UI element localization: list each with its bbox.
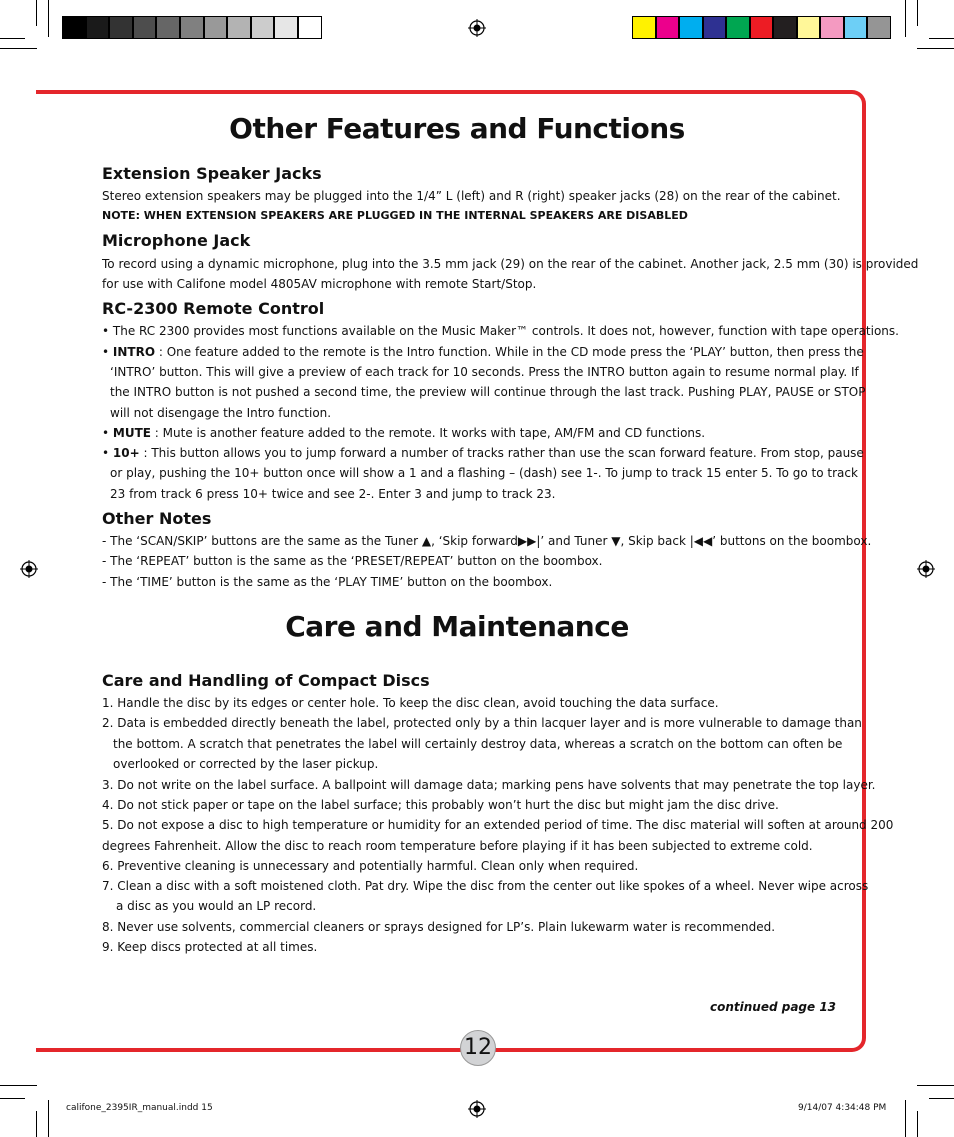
color-swatch	[773, 16, 797, 39]
bullet: •	[102, 446, 113, 460]
heading-remote-control: RC-2300 Remote Control	[102, 299, 325, 318]
remote-intro-line-4: will not disengage the Intro function.	[110, 406, 332, 420]
remote-text-1: • The RC 2300 provides most functions available on the Music Maker™ controls. It does not, however, function with tape operations.	[102, 324, 899, 338]
notes-text-3: - The ‘TIME’ button is the same as the ‘PLAY TIME’ button on the boombox.	[102, 575, 553, 589]
color-swatch	[86, 16, 110, 39]
remote-intro-line-3: the INTRO button is not pushed a second time, the preview will continue through the last track. Pushing PLAY, PAUSE or STOP	[110, 385, 866, 399]
color-swatch	[251, 16, 275, 39]
heading-extension-speaker: Extension Speaker Jacks	[102, 164, 322, 183]
care-line: 1. Handle the disc by its edges or center hole. To keep the disc clean, avoid touching the data surface.	[102, 696, 719, 710]
care-line: 4. Do not stick paper or tape on the label surface; this probably won’t hurt the disc but might jam the disc drive.	[102, 798, 779, 812]
bullet: •	[102, 345, 113, 359]
remote-ten-line	[102, 443, 864, 463]
remote-ten-line-2: or play, pushing the 10+ button once will show a 1 and a flashing – (dash) see 1-. To jump to track 15 enter 5. To go to track	[110, 466, 858, 480]
color-swatch	[797, 16, 821, 39]
section-title-care: Care and Maintenance	[285, 610, 629, 643]
extension-note: NOTE: WHEN EXTENSION SPEAKERS ARE PLUGGED IN THE INTERNAL SPEAKERS ARE DISABLED	[102, 209, 688, 222]
care-line: a disc as you would an LP record.	[116, 899, 317, 913]
page-frame-top	[36, 90, 848, 94]
registration-mark-icon	[468, 1100, 486, 1118]
intro-text: : One feature added to the remote is the Intro function. While in the CD mode press the ‘PLAY’ button, then press the	[155, 345, 864, 359]
extension-text: Stereo extension speakers may be plugged into the 1/4” L (left) and R (right) speaker jacks (28) on the rear of the cabinet.	[102, 189, 841, 203]
color-swatch	[156, 16, 180, 39]
color-swatch	[133, 16, 157, 39]
care-line: 9. Keep discs protected at all times.	[102, 940, 318, 954]
page-frame-bottom	[36, 1048, 848, 1052]
care-line: degrees Fahrenheit. Allow the disc to reach room temperature before playing if it has been subjected to extreme cold.	[102, 839, 813, 853]
color-swatch	[109, 16, 133, 39]
section-title-features: Other Features and Functions	[229, 112, 685, 145]
notes-text-2: - The ‘REPEAT’ button is the same as the ‘PRESET/REPEAT’ button on the boombox.	[102, 554, 603, 568]
continued-note: continued page 13	[710, 1000, 837, 1014]
color-swatch	[820, 16, 844, 39]
care-line: 7. Clean a disc with a soft moistened cloth. Pat dry. Wipe the disc from the center out like spokes of a wheel. Never wipe across	[102, 879, 869, 893]
care-line: 3. Do not write on the label surface. A ballpoint will damage data; marking pens have solvents that may penetrate the top layer.	[102, 778, 876, 792]
care-line: 8. Never use solvents, commercial cleaners or sprays designed for LP’s. Plain lukewarm water is recommended.	[102, 920, 776, 934]
care-line: 2. Data is embedded directly beneath the label, protected only by a thin lacquer layer and is more vulnerable to damage than	[102, 716, 862, 730]
color-swatch	[298, 16, 322, 39]
notes-text-1: - The ‘SCAN/SKIP’ buttons are the same as the Tuner ▲, ‘Skip forward▶▶|’ and Tuner ▼, Skip back |◀◀’ buttons on the boombox.	[102, 534, 872, 548]
color-swatch	[750, 16, 774, 39]
color-swatch	[274, 16, 298, 39]
slug-filename: califone_2395IR_manual.indd 15	[66, 1103, 213, 1113]
page-number: 12	[460, 1030, 496, 1066]
care-line: overlooked or corrected by the laser pickup.	[113, 757, 379, 771]
ten-plus-text: : This button allows you to jump forward a number of tracks rather than use the scan forward feature. From stop, pause	[139, 446, 864, 460]
microphone-text-2: for use with Califone model 4805AV microphone with remote Start/Stop.	[102, 277, 537, 291]
remote-ten-line-3: 23 from track 6 press 10+ twice and see 2-. Enter 3 and jump to track 23.	[110, 487, 556, 501]
remote-intro-line	[102, 342, 864, 362]
registration-mark-icon	[917, 560, 935, 578]
page-frame-right	[846, 90, 866, 1052]
color-swatch	[62, 16, 86, 39]
remote-mute-line	[102, 423, 705, 443]
color-swatch	[679, 16, 703, 39]
mute-label: MUTE	[112, 426, 151, 440]
heading-other-notes: Other Notes	[102, 509, 212, 528]
ten-plus-label: 10+	[112, 446, 140, 460]
mute-text: : Mute is another feature added to the remote. It works with tape, AM/FM and CD functions.	[150, 426, 706, 440]
slug-timestamp: 9/14/07 4:34:48 PM	[798, 1103, 887, 1113]
heading-microphone: Microphone Jack	[102, 231, 251, 250]
care-line: 5. Do not expose a disc to high temperature or humidity for an extended period of time. The disc material will soften at around 200	[102, 818, 894, 832]
color-swatch	[632, 16, 656, 39]
registration-mark-icon	[20, 560, 38, 578]
remote-intro-line-2: ‘INTRO’ button. This will give a preview of each track for 10 seconds. Press the INTRO button again to resume normal play. If	[110, 365, 859, 379]
color-swatch	[867, 16, 891, 39]
color-swatch	[844, 16, 868, 39]
heading-compact-discs: Care and Handling of Compact Discs	[102, 671, 430, 690]
color-swatch	[180, 16, 204, 39]
color-swatch	[726, 16, 750, 39]
care-line: the bottom. A scratch that penetrates the label will certainly destroy data, whereas a scratch on the bottom can often be	[113, 737, 843, 751]
color-swatch	[227, 16, 251, 39]
color-swatch	[703, 16, 727, 39]
bullet: •	[102, 426, 113, 440]
intro-label: INTRO	[112, 345, 156, 359]
color-swatch	[656, 16, 680, 39]
care-line: 6. Preventive cleaning is unnecessary and potentially harmful. Clean only when required.	[102, 859, 639, 873]
microphone-text-1: To record using a dynamic microphone, plug into the 3.5 mm jack (29) on the rear of the cabinet. Another jack, 2.5 mm (30) is provided	[102, 257, 919, 271]
registration-mark-icon	[468, 19, 486, 37]
color-swatch	[204, 16, 228, 39]
